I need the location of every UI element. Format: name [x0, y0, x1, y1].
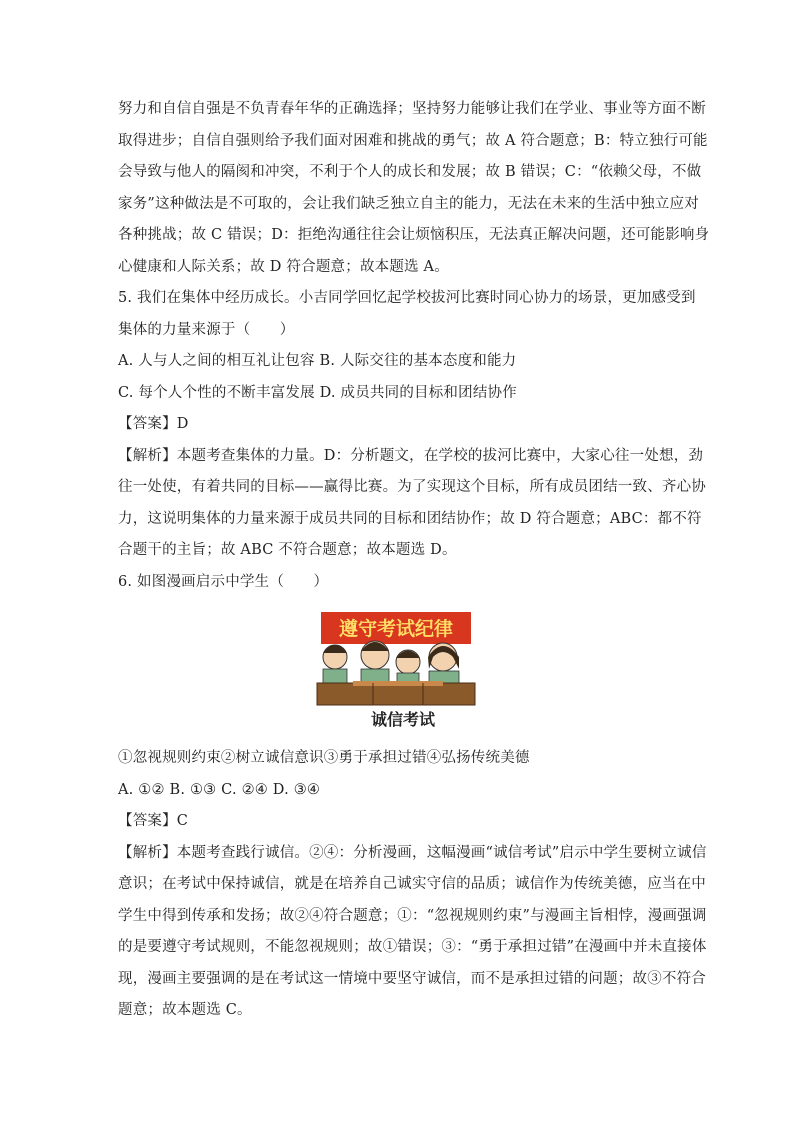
cartoon-figure [118, 607, 678, 739]
option-line: A. ①② B. ①③ C. ②④ D. ③④ [118, 781, 321, 798]
explanation-line: 现，漫画主要强调的是在考试这一情境中要坚守诚信，而不是承担过错的问题；故③不符合 [118, 970, 706, 987]
option-line: A. 人与人之间的相互礼让包容 B. 人际交往的基本态度和能力 [118, 353, 517, 369]
q4-explanation-tail [118, 94, 710, 283]
explanation-line: 题意；故本题选 C。 [118, 1002, 252, 1018]
answer-line: 【答案】C [118, 813, 189, 829]
explanation-line: 意识；在考试中保持诚信，就是在培养自己诚实守信的品质；诚信作为传统美德，应当在中 [118, 876, 706, 892]
explanation-line: 合题干的主旨；故 ABC 不符合题意；故本题选 D。 [118, 542, 457, 558]
text-line: 心健康和人际关系；故 D 符合题意；故本题选 A。 [118, 258, 449, 275]
explanation-line: 【解析】本题考查践行诚信。②④：分析漫画，这幅漫画“诚信考试”启示中学生要树立诚信 [118, 844, 707, 861]
explanation-line: 往一处使，有着共同的目标——赢得比赛。为了实现这个目标，所有成员团结一致、齐心协 [118, 479, 706, 495]
question-6 [118, 567, 707, 1027]
question-stem: 6. 如图漫画启示中学生（ ） [118, 573, 329, 590]
explanation-line: 的是要遵守考试规则，不能忽视规则；故①错误；③：“勇于承担过错”在漫画中并未直接体 [118, 939, 707, 955]
text-line: 各种挑战；故 C 错误；D：拒绝沟通往往会让烦恼积压，无法真正解决问题，还可能影响身 [118, 227, 710, 243]
text-line: 取得进步；自信自强则给予我们面对困难和挑战的勇气；故 A 符合题意；B：特立独行可能 [118, 132, 708, 149]
question-5 [118, 283, 706, 567]
explanation-line: 力，这说明集体的力量来源于成员共同的目标和团结协作；故 D 符合题意；ABC：都不符 [118, 510, 702, 527]
explanation-line: 学生中得到传承和发扬；故②④符合题意；①：“忽视规则约束”与漫画主旨相悖，漫画强调 [118, 907, 707, 924]
question-stem: 集体的力量来源于（ ） [118, 321, 295, 338]
answer-line: 【答案】D [118, 416, 189, 432]
document-page [118, 94, 710, 1027]
text-line: 会导致与他人的隔阂和冲突，不利于个人的成长和发展；故 B 错误；C：“依赖父母，不做 [118, 164, 702, 180]
text-line: 努力和自信自强是不负青春年华的正确选择；坚持努力能够让我们在学业、事业等方面不断 [118, 101, 706, 117]
question-stem: 5. 我们在集体中经历成长。小吉同学回忆起学校拔河比赛时同心协力的场景，更加感受到 [118, 290, 696, 306]
cartoon-image [313, 607, 478, 707]
cartoon-caption: 诚信考试 [370, 710, 435, 729]
banner-text: 遵守考试纪律 [338, 618, 454, 640]
option-line: C. 每个人个性的不断丰富发展 D. 成员共同的目标和团结协作 [118, 384, 517, 401]
explanation-line: 【解析】本题考查集体的力量。D：分析题文，在学校的拔河比赛中，大家心往一处想，劲 [118, 447, 704, 464]
statements-line: ①忽视规则约束②树立诚信意识③勇于承担过错④弘扬传统美德 [118, 750, 530, 766]
text-line: 家务”这种做法是不可取的，会让我们缺乏独立自主的能力，无法在未来的生活中独立应对 [118, 195, 699, 212]
